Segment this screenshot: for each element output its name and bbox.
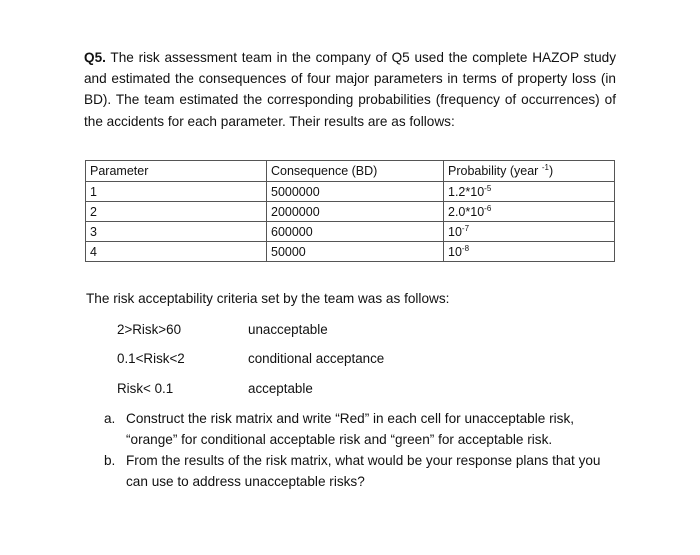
prob-exp: -6 bbox=[484, 203, 492, 213]
cell-parameter: 1 bbox=[86, 182, 267, 202]
header-parameter: Parameter bbox=[86, 161, 267, 182]
prob-base: 2.0*10 bbox=[448, 204, 485, 219]
cell-probability bbox=[444, 202, 615, 222]
task-marker: b. bbox=[104, 453, 116, 468]
prob-exp: -7 bbox=[461, 223, 470, 233]
task-text: Construct the risk matrix and write “Red” in each cell for unacceptable risk, “orange” for conditional acceptable risk and “green” for acceptable risk. bbox=[126, 411, 575, 447]
task-list bbox=[104, 408, 618, 492]
prob-exp: -5 bbox=[484, 183, 492, 193]
cell-parameter: 2 bbox=[86, 202, 267, 222]
prob-base: 10 bbox=[448, 224, 462, 239]
header-probability-exp: -1 bbox=[541, 163, 549, 172]
header-consequence: Consequence (BD) bbox=[267, 161, 444, 182]
table-row bbox=[86, 242, 615, 262]
criteria-label-conditional: conditional acceptance bbox=[248, 351, 385, 366]
prob-exp: -8 bbox=[461, 243, 470, 253]
cell-consequence: 50000 bbox=[267, 242, 444, 262]
cell-consequence: 5000000 bbox=[267, 182, 444, 202]
question-text: The risk assessment team in the company of Q5 used the complete HAZOP study and estimated the consequences of four major parameters in terms of property loss (in BD). The team estimated the corresponding probabilities (frequency of occurrences) of the accidents for each parameter. Their results are as follows: bbox=[84, 50, 616, 129]
task-text: From the results of the risk matrix, what would be your response plans that you can use to address unacceptable risks? bbox=[126, 453, 601, 489]
header-probability-close: ) bbox=[548, 164, 554, 178]
prob-base: 1.2*10 bbox=[448, 184, 485, 199]
task-marker: a. bbox=[104, 411, 116, 426]
criteria-condition-acceptable: Risk< 0.1 bbox=[117, 381, 174, 396]
header-probability bbox=[444, 161, 615, 182]
criteria-condition-conditional: 0.1<Risk<2 bbox=[117, 351, 185, 366]
cell-consequence: 2000000 bbox=[267, 202, 444, 222]
table-row bbox=[86, 222, 615, 242]
criteria-condition-unacceptable: 2>Risk>60 bbox=[117, 322, 182, 337]
cell-parameter: 4 bbox=[86, 242, 267, 262]
criteria-label-acceptable: acceptable bbox=[248, 381, 313, 396]
list-item bbox=[104, 408, 618, 450]
header-probability-base: Probability (year bbox=[448, 164, 539, 178]
cell-consequence: 600000 bbox=[267, 222, 444, 242]
question-paragraph bbox=[84, 47, 616, 132]
criteria-label-unacceptable: unacceptable bbox=[248, 322, 328, 337]
cell-probability bbox=[444, 242, 615, 262]
cell-probability bbox=[444, 182, 615, 202]
list-item bbox=[104, 450, 618, 492]
prob-base: 10 bbox=[448, 244, 462, 259]
parameters-table bbox=[85, 160, 615, 262]
cell-parameter: 3 bbox=[86, 222, 267, 242]
criteria-intro: The risk acceptability criteria set by the team was as follows: bbox=[86, 291, 450, 306]
table-row bbox=[86, 182, 615, 202]
table-row bbox=[86, 202, 615, 222]
cell-probability bbox=[444, 222, 615, 242]
question-label: Q5. bbox=[84, 50, 106, 65]
table-header-row bbox=[86, 161, 615, 182]
